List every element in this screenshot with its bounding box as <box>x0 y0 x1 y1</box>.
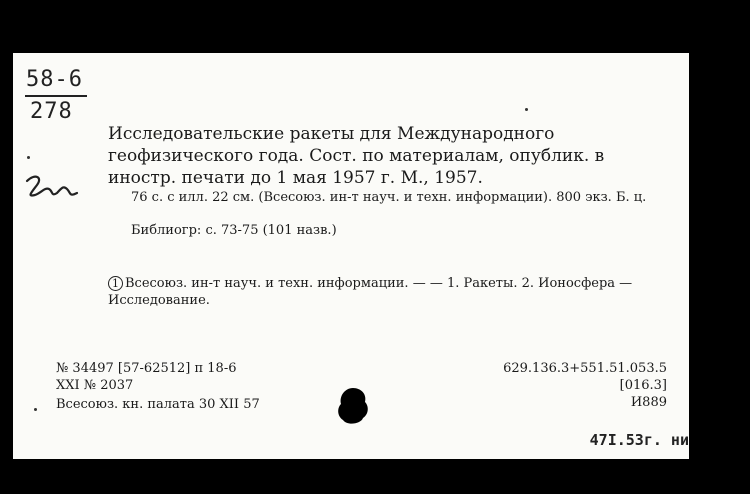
title-block: Исследовательские ракеты для Международного геофизического года. Сост. по материалам, опублик. в иностр. печати до 1 мая 1957 г. М., 1957. <box>108 124 605 188</box>
tracing-text: Всесоюз. ин-т науч. и техн. информации. — — 1. Ракеты. 2. Ионосфера — Исследование. <box>108 276 633 308</box>
ink-dot <box>525 108 528 111</box>
footer-left-line: XXI № 2037 <box>56 378 134 393</box>
handwritten-note: 47I.53г. ни <box>589 431 689 449</box>
library-stamp-icon <box>335 386 371 426</box>
author-mark: И889 <box>630 395 667 410</box>
bibliography-note: Библиогр: с. 73-75 (101 назв.) <box>131 223 337 238</box>
collation: 76 с. с илл. 22 см. (Всесоюз. ин-т науч. и техн. информации). 800 экз. Б. ц. <box>131 190 647 205</box>
tracing <box>108 275 668 309</box>
tracing-number: 1 <box>108 276 123 291</box>
classification-code: [016.3] <box>619 378 667 393</box>
catalog-card <box>13 53 689 459</box>
footer-left-line: № 34497 [57-62512] п 18-6 <box>56 361 237 376</box>
footer-left-line: Всесоюз. кн. палата 30 XII 57 <box>56 397 260 412</box>
shelf-mark-divider <box>25 95 87 97</box>
classification-code: 629.136.3+551.51.053.5 <box>503 361 667 376</box>
ink-dot <box>34 408 37 411</box>
ink-dot <box>27 156 30 159</box>
shelf-mark-top: 58-6 <box>26 67 83 92</box>
handwritten-scribble-icon <box>21 171 81 205</box>
shelf-mark-bottom: 278 <box>30 99 73 124</box>
